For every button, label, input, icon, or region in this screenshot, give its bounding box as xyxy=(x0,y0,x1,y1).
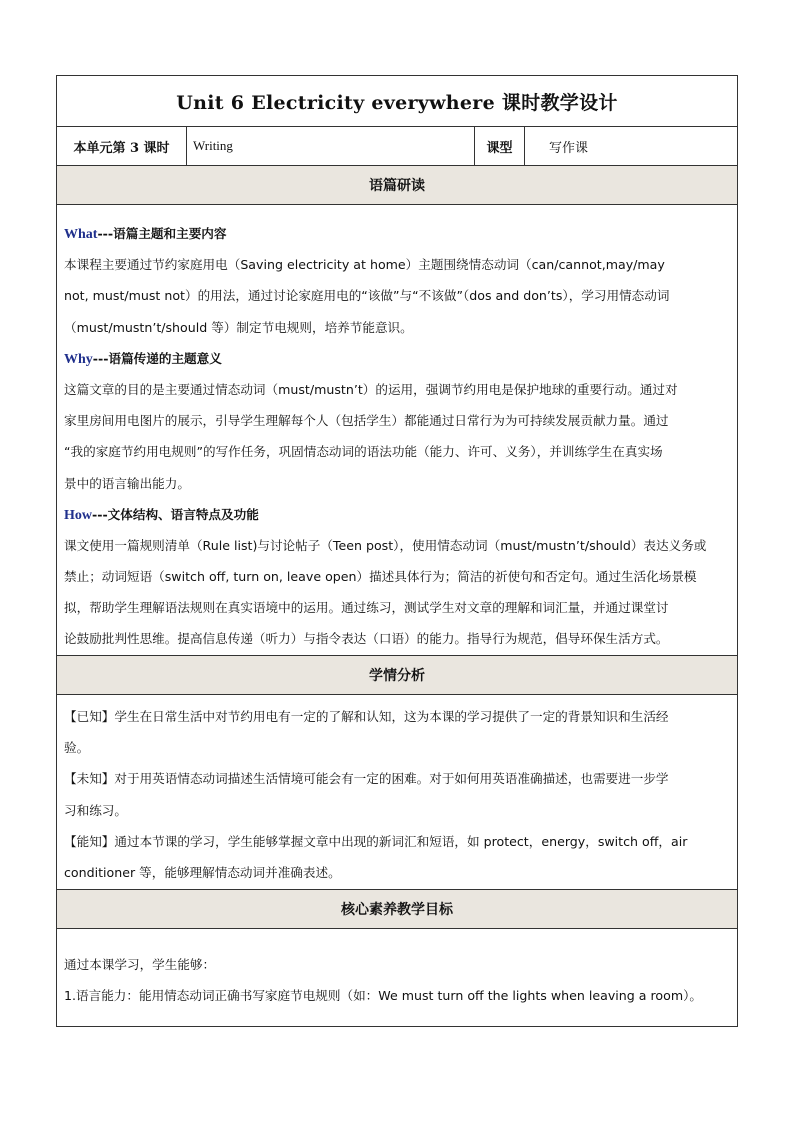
analysis-line: conditioner 等，能够理解情态动词并准确表述。 xyxy=(64,864,341,880)
objective-line: 通过本课学习，学生能够： xyxy=(64,957,216,972)
why-line: 景中的语言输出能力。 xyxy=(64,475,190,491)
how-line: 拟，帮助学生理解语法规则在真实语境中的运用。通过练习，测试学生对文章的理解和词汇量，并通过课堂讨 xyxy=(64,600,669,616)
learner-analysis-content xyxy=(57,695,737,890)
why-line: 这篇文章的目的是主要通过情态动词（must/mustn’t）的运用，强调节约用电是保护地球的重要行动。通过对 xyxy=(64,381,678,397)
lesson-type-label: 课型 xyxy=(475,127,525,165)
lesson-plan-table xyxy=(56,75,738,1027)
page-title: Unit 6 Electricity everywhere 课时教学设计 xyxy=(57,76,737,127)
section-heading-text-study: 语篇研读 xyxy=(57,166,737,205)
how-line: 禁止；动词短语（switch off, turn on, leave open）描述具体行为；简洁的祈使句和否定句。通过生活化场景模 xyxy=(64,569,697,585)
objectives-content xyxy=(57,929,737,1026)
why-heading xyxy=(64,343,729,374)
what-lead: What xyxy=(64,227,98,242)
analysis-line: 【未知】对于用英语情态动词描述生活情境可能会有一定的困难。对于如何用英语准确描述，也需要进一步学 xyxy=(64,771,669,787)
analysis-line: 【能知】通过本节课的学习，学生能够掌握文章中出现的新词汇和短语，如 protect，energy，switch off，air xyxy=(64,833,688,849)
how-lead: How xyxy=(64,507,92,523)
analysis-line: 验。 xyxy=(64,740,90,756)
section-heading-learner-analysis: 学情分析 xyxy=(57,656,737,695)
what-title: ---语篇主题和主要内容 xyxy=(97,226,227,241)
what-line: （must/mustn’t/should 等）制定节电规则，培养节能意识。 xyxy=(64,319,413,335)
what-heading xyxy=(64,218,729,249)
how-title: ---文体结构、语言特点及功能 xyxy=(92,506,259,522)
lesson-info-row xyxy=(57,127,737,166)
analysis-line: 习和练习。 xyxy=(64,802,127,818)
how-line: 课文使用一篇规则清单（Rule list)与讨论帖子（Teen post），使用情态动词（must/mustn’t/should）表达义务或 xyxy=(64,537,707,553)
why-lead: Why xyxy=(64,351,93,367)
why-line: “我的家庭节约用电规则”的写作任务，巩固情态动词的语法功能（能力、许可、义务），并训练学生在真实场 xyxy=(64,444,663,460)
lesson-topic-value: Writing xyxy=(187,127,475,165)
why-line: 家里房间用电图片的展示，引导学生理解每个人（包括学生）都能通过日常行为为可持续发展贡献力量。通过 xyxy=(64,413,669,429)
analysis-line: 【已知】学生在日常生活中对节约用电有一定的了解和认知，这为本课的学习提供了一定的背景知识和生活经 xyxy=(64,709,669,724)
section-heading-objectives: 核心素养教学目标 xyxy=(57,890,737,929)
how-heading xyxy=(64,499,729,530)
lesson-type-value: 写作课 xyxy=(549,140,589,156)
how-line: 论鼓励批判性思维。提高信息传递（听力）与指令表达（口语）的能力。指导行为规范，倡导环保生活方式。 xyxy=(64,631,669,647)
lesson-number-label: 本单元第 3 课时 xyxy=(57,127,187,165)
what-line: 本课程主要通过节约家庭用电（Saving electricity at home）主题围绕情态动词（can/cannot,may/may xyxy=(64,257,665,273)
why-title: ---语篇传递的主题意义 xyxy=(92,350,222,366)
objective-line: 1.语言能力：能用情态动词正确书写家庭节电规则（如：We must turn off the lights when leaving a room）。 xyxy=(64,988,702,1004)
text-study-content xyxy=(57,205,737,656)
what-line: not, must/must not）的用法，通过讨论家庭用电的“该做”与“不该做”（dos and don’ts），学习用情态动词 xyxy=(64,288,670,304)
